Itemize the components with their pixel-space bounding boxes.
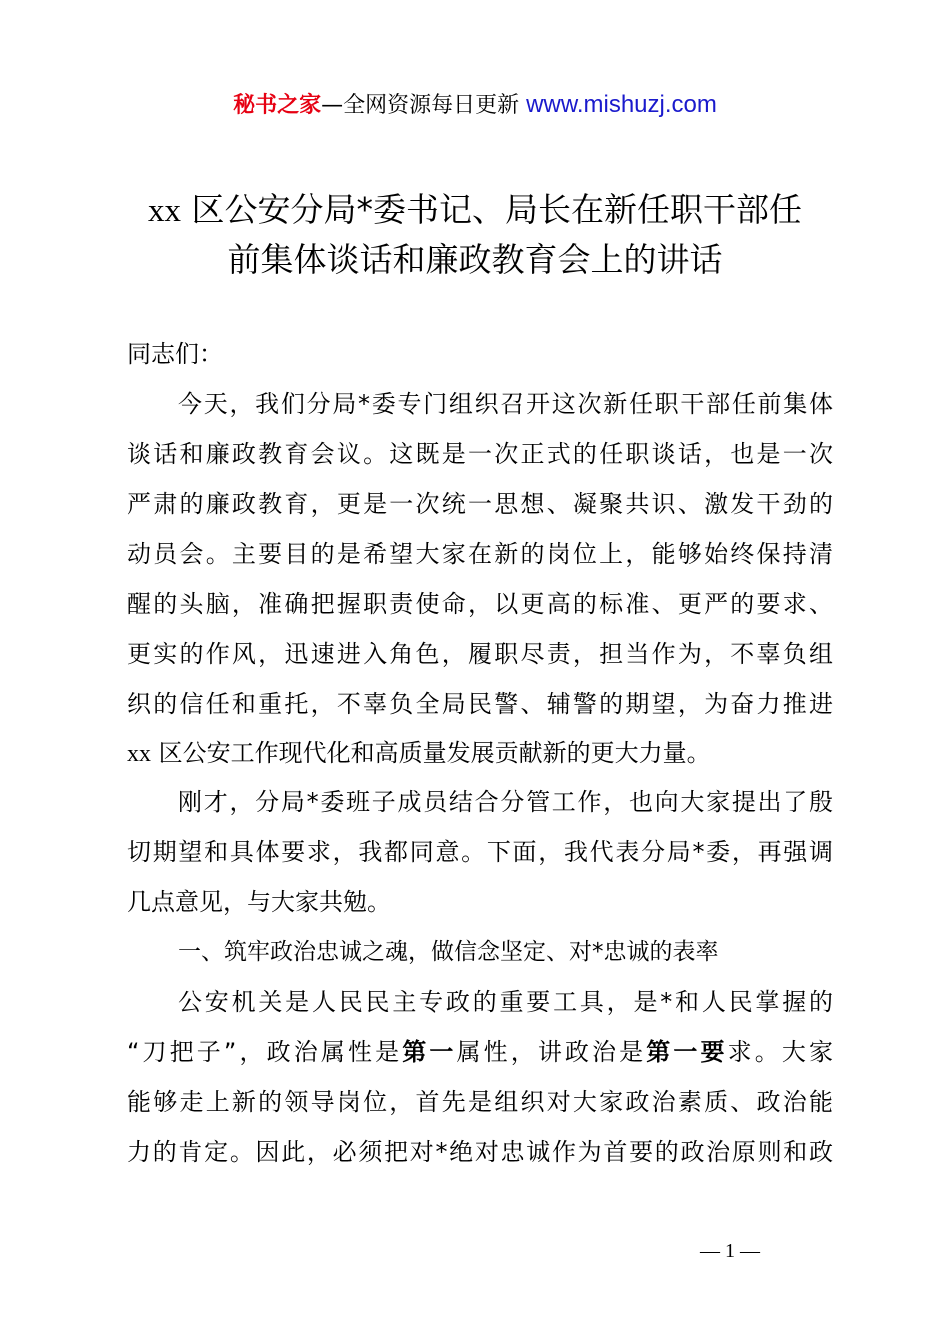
page-number: — 1 — [700,1240,760,1262]
paragraph-line: 切期望和具体要求，我都同意。下面，我代表分局*委，再强调 [127,838,833,866]
paragraph-line: 织的信任和重托，不辜负全局民警、辅警的期望，为奋力推进 [127,690,833,718]
paragraph-line [127,1036,833,1068]
site-banner [0,88,950,119]
paragraph-line: 几点意见，与大家共勉。 [127,888,391,916]
banner-tagline: —全网资源每日更新 [321,93,527,118]
section-heading: 一、筑牢政治忠诚之魂，做信念坚定、对*忠诚的表率 [178,939,719,965]
paragraph-line: 刚才，分局*委班子成员结合分管工作，也向大家提出了殷 [178,788,833,816]
text-run: 属性，讲政治是 [456,1038,647,1066]
paragraph-line: 严肃的廉政教育，更是一次统一思想、凝聚共识、激发干劲的 [127,490,833,518]
paragraph-line [127,737,833,769]
paragraph-line: 更实的作风，迅速进入角色，履职尽责，担当作为，不辜负组 [127,640,833,668]
brand-name: 秘书之家 [233,93,322,118]
title-prefix: xx [148,193,181,229]
text-run: “刀把子”，政治属性是 [127,1038,403,1066]
salutation: 同志们： [127,340,223,368]
bold-run: 第一要 [646,1038,728,1066]
line-prefix: xx [127,741,151,767]
paragraph-line: 醒的头脑，准确把握职责使命，以更高的标准、更严的要求、 [127,590,833,618]
bold-run: 第一 [402,1038,457,1066]
paragraph-line: 谈话和廉政教育会议。这既是一次正式的任职谈话，也是一次 [127,440,833,468]
title-text-1: 区公安分局*委书记、局长在新任职干部任 [181,190,802,229]
paragraph-line: 今天，我们分局*委专门组织召开这次新任职干部任前集体 [178,390,833,418]
doc-title-line-1 [0,184,950,231]
text-run: 求。大家 [727,1038,834,1066]
paragraph-line: 公安机关是人民民主专政的重要工具，是*和人民掌握的 [178,988,833,1016]
doc-title-line-2: 前集体谈话和廉政教育会上的讲话 [227,240,723,279]
site-url-link[interactable]: www.mishuzj.com [526,91,717,118]
line-text: 区公安工作现代化和高质量发展贡献新的更大力量。 [158,739,711,767]
paragraph-line: 动员会。主要目的是希望大家在新的岗位上，能够始终保持清 [127,540,833,568]
paragraph-line: 力的肯定。因此，必须把对*绝对忠诚作为首要的政治原则和政 [127,1138,833,1166]
paragraph-line: 能够走上新的领导岗位，首先是组织对大家政治素质、政治能 [127,1088,833,1116]
